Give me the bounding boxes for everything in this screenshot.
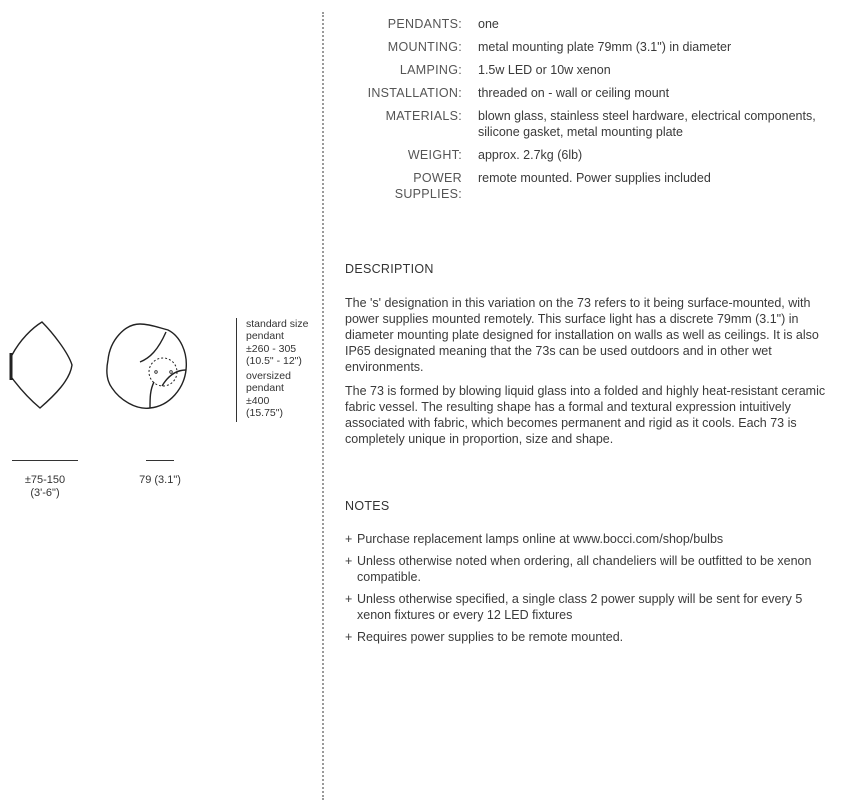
side-view-drawing <box>11 322 72 408</box>
note-item <box>345 531 837 547</box>
description-paragraph: The 's' designation in this variation on the 73 refers to it being surface-mounted, with power supplies mounted remotely. This surface light has a discrete 79mm (3.1") in diameter mounting plate designed for installation on walls as well as ceilings. It is also IP65 designated meaning that the 73s can be used outdoors and in other wet environments. <box>345 296 819 374</box>
oversized-note: oversized pendant ±400 (15.75") <box>246 370 291 420</box>
note-text: Requires power supplies to be remote mounted. <box>357 630 624 644</box>
spec-row-weight <box>330 147 840 163</box>
spec-value: one <box>478 17 499 31</box>
front-view-drawing <box>107 324 187 408</box>
spec-value: 1.5w LED or 10w xenon <box>478 63 611 77</box>
spec-row-mounting <box>330 39 840 55</box>
note-text: Unless otherwise specified, a single class 2 power supply will be sent for every 5 xenon fixtures or every 12 LED fixtures <box>357 592 803 622</box>
spec-value: blown glass, stainless steel hardware, electrical components, silicone gasket, metal mounting plate <box>478 109 816 139</box>
technical-drawing-panel <box>0 0 320 802</box>
plus-icon: + <box>345 554 353 568</box>
spec-row-power-supplies <box>330 170 840 202</box>
side-dim-label: ±75-150 (3'-6") <box>24 474 66 499</box>
spec-label: MOUNTING: <box>387 40 462 54</box>
spec-label: MATERIALS: <box>385 109 462 123</box>
spec-row-lamping <box>330 62 840 78</box>
standard-size-note: standard size pendant ±260 - 305 (10.5" - 12") <box>246 318 309 367</box>
note-item <box>345 591 837 623</box>
size-notes <box>236 318 326 422</box>
description-body <box>345 295 837 455</box>
front-dim-label: 79 (3.1") <box>139 474 181 486</box>
plus-icon: + <box>345 592 353 606</box>
note-item <box>345 629 837 645</box>
spec-label: LAMPING: <box>399 63 462 77</box>
spec-value: metal mounting plate 79mm (3.1") in diameter <box>478 40 732 54</box>
spec-value: approx. 2.7kg (6lb) <box>478 148 583 162</box>
spec-label: WEIGHT: <box>407 148 462 162</box>
spec-row-installation <box>330 85 840 101</box>
notes-list <box>345 531 837 651</box>
pendant-drawing-svg <box>0 310 230 420</box>
spec-row-pendants <box>330 16 840 32</box>
spec-table <box>330 16 840 209</box>
front-dim-line <box>146 460 174 461</box>
spec-label: POWER SUPPLIES: <box>394 171 462 201</box>
plus-icon: + <box>345 630 353 644</box>
spec-value: threaded on - wall or ceiling mount <box>478 86 670 100</box>
spec-value: remote mounted. Power supplies included <box>478 171 711 185</box>
plus-icon: + <box>345 532 353 546</box>
spec-label: INSTALLATION: <box>367 86 462 100</box>
note-text: Purchase replacement lamps online at www.bocci.com/shop/bulbs <box>357 532 724 546</box>
note-text: Unless otherwise noted when ordering, all chandeliers will be outfitted to be xenon compatible. <box>357 554 812 584</box>
description-paragraph: The 73 is formed by blowing liquid glass into a folded and highly heat-resistant ceramic fabric vessel. The resulting shape has a formal and textural expression intuitively associated with fabric, which becomes permanent and rigid as it cools. Each 73 is completely unique in proportion, size and shape. <box>345 384 826 446</box>
side-dim-line <box>12 460 78 461</box>
spec-label: PENDANTS: <box>387 17 462 31</box>
description-heading: DESCRIPTION <box>345 262 434 276</box>
notes-heading: NOTES <box>345 499 390 513</box>
note-item <box>345 553 837 585</box>
spec-row-materials <box>330 108 840 140</box>
pendant-drawings <box>0 310 230 420</box>
